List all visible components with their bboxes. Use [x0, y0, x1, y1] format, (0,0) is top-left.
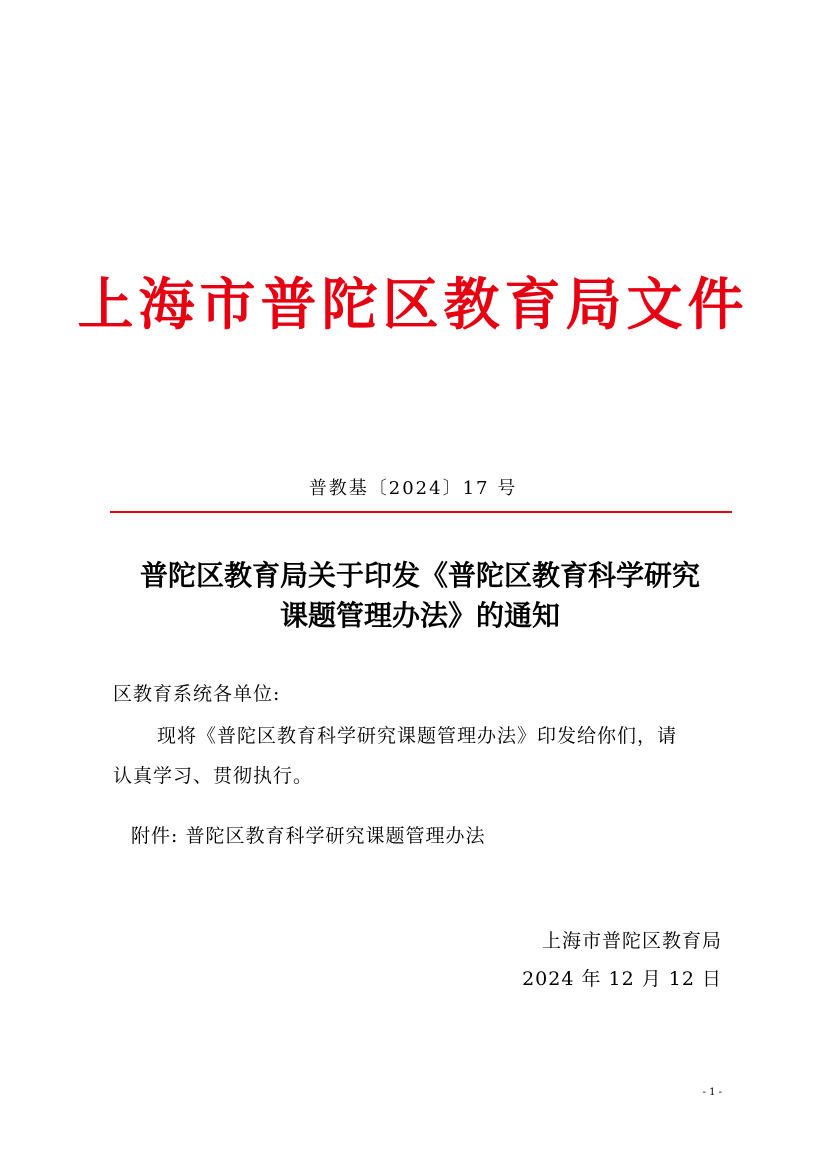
- body-line-1: 现将《普陀区教育科学研究课题管理办法》印发给你们，请: [157, 725, 678, 747]
- page-number: - 1 -: [702, 1087, 722, 1098]
- signature-organization: 上海市普陀区教育局: [541, 930, 722, 952]
- document-header-title: 上海市普陀区教育局文件: [77, 272, 749, 338]
- salutation: 区教育系统各单位:: [113, 683, 281, 705]
- notice-title-line-1: 普陀区教育局关于印发《普陀区教育科学研究: [139, 559, 700, 592]
- signature-date: 2024 年 12 月 12 日: [522, 968, 722, 990]
- body-line-2: 认真学习、贯彻执行。: [113, 765, 314, 787]
- notice-title-line-2: 课题管理办法》的通知: [279, 599, 560, 632]
- attachment-note: 附件: 普陀区教育科学研究课题管理办法: [131, 825, 486, 847]
- document-number: 普教基〔2024〕17 号: [308, 478, 518, 499]
- body-paragraph: [113, 716, 723, 796]
- notice-title: [100, 556, 740, 636]
- signature-block: [522, 922, 722, 998]
- red-divider-line: [110, 511, 732, 513]
